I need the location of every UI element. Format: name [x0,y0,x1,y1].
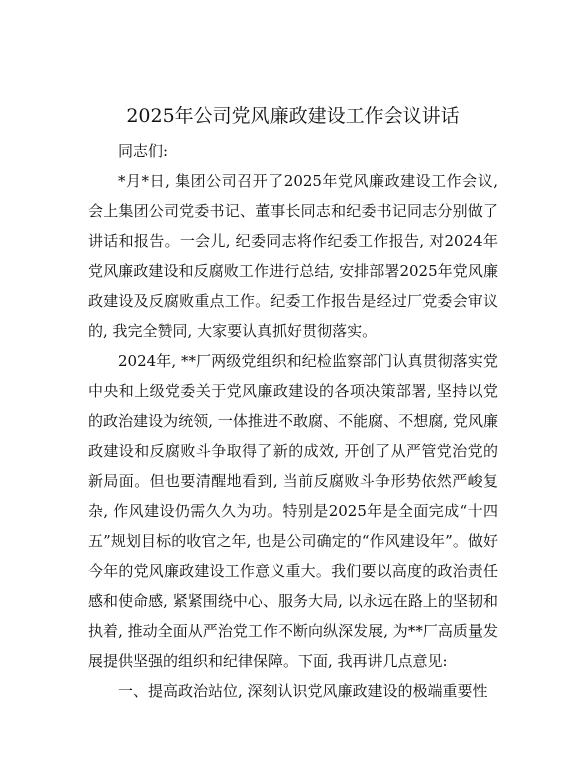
review-paragraph: 2024年, **厂两级党组织和纪检监察部门认真贯彻落实党中央和上级党委关于党风廉政建设的各项决策部署, 坚持以党的政治建设为统领, 一体推进不敢腐、不能腐、不想腐, 党风廉政建设和反腐败斗争取得了新的成效, 开创了从严管党治党的新局面。但也要清醒地看到, 当前反腐败斗争形势依然严峻复杂, 作风建设仍需久久为功。特别是2025年是全面完成“十四五”规划目标的收官之年, 也是公司确定的“作风建设年”。做好今年的党风廉政建设工作意义重大。我们要以高度的政治责任感和使命感, 紧紧围绕中心、服务大局, 以永远在路上的坚韧和执着, 推动全面从严治党工作不断向纵深发展, 为**厂高质量发展提供坚强的组织和纪律保障。下面, 我再讲几点意见: [88,352,498,670]
section-heading-1: 一、提高政治站位, 深刻认识党风廉政建设的极端重要性 [118,682,488,700]
intro-paragraph: *月*日, 集团公司召开了2025年党风廉政建设工作会议, 会上集团公司党委书记、董事长同志和纪委书记同志分别做了讲话和报告。一会儿, 纪委同志将作纪委工作报告, 对2024年党风廉政建设和反腐败工作进行总结, 安排部署2025年党风廉政建设及反腐败重点工作。纪委工作报告是经过厂党委会审议的, 我完全赞同, 大家要认真抓好贯彻落实。 [88,172,498,340]
document-title: 2025年公司党风廉政建设工作会议讲话 [126,105,460,127]
document-body [88,136,498,706]
salutation-paragraph: 同志们: [118,142,169,160]
